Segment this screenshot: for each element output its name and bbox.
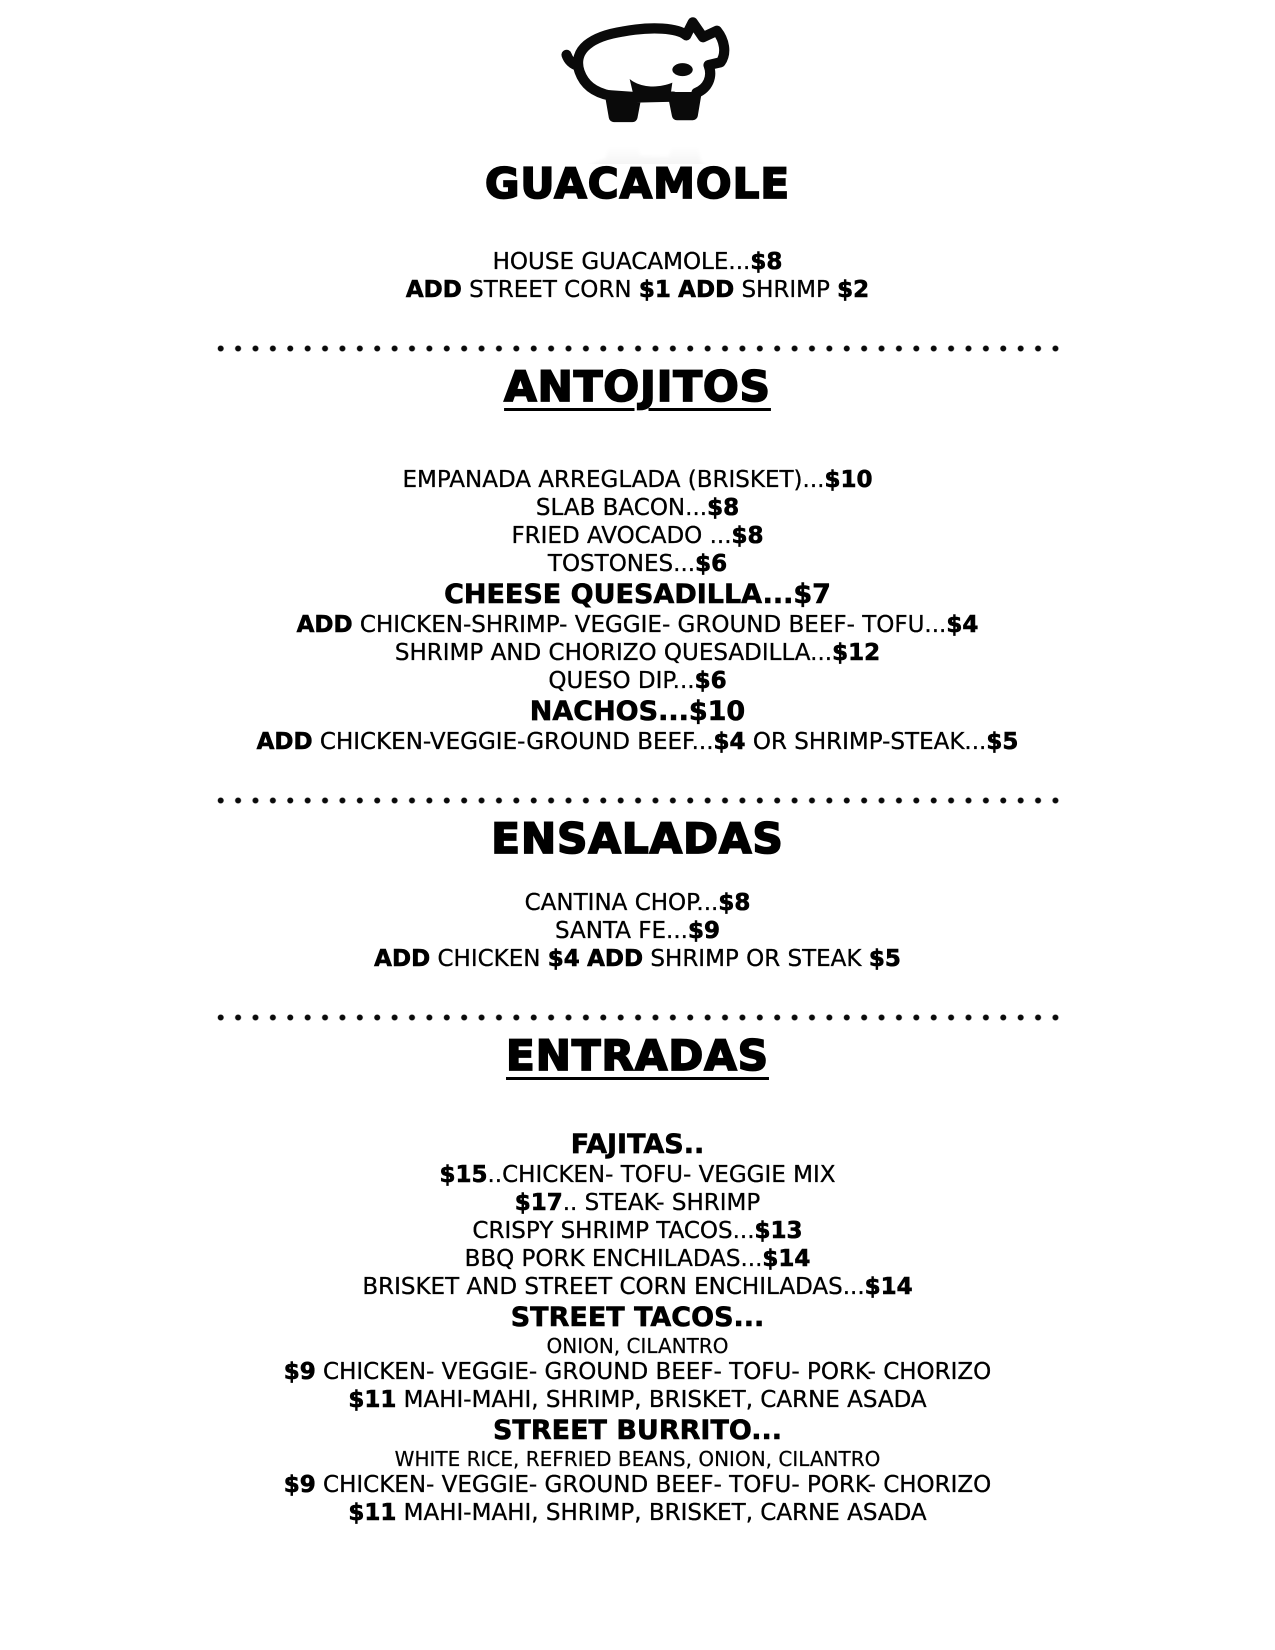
item-text: CHICKEN- VEGGIE- GROUND BEEF- TOFU- PORK- CHORIZO [315,1472,992,1499]
item-emphasis: STREET TACOS... [510,1302,765,1334]
menu-item [0,889,1275,917]
item-emphasis: $5 [868,945,901,972]
section-items-ensaladas [0,889,1275,973]
item-text: SHRIMP AND CHORIZO QUESADILLA... [394,639,833,666]
item-text: .. STEAK- SHRIMP [562,1190,761,1217]
item-text: WHITE RICE, REFRIED BEANS, ONION, CILANTRO [394,1447,881,1472]
item-emphasis: ADD [678,277,735,304]
menu-item [0,695,1275,728]
item-emphasis: $4 [713,728,746,755]
item-emphasis: $2 [837,277,870,304]
item-text: TOSTONES... [547,550,696,577]
item-emphasis: $14 [762,1246,811,1273]
menu-sections [0,160,1275,1527]
pig-logo-icon [538,14,738,130]
menu-item [0,611,1275,639]
item-text: SHRIMP OR STEAK [643,945,869,972]
item-emphasis: $13 [754,1218,803,1245]
item-emphasis: $11 [348,1500,397,1527]
item-text: CHICKEN [430,945,548,972]
item-emphasis: NACHOS...$10 [529,695,746,727]
item-emphasis: $6 [694,667,727,694]
item-emphasis: $9 [283,1359,316,1386]
menu-item [0,550,1275,578]
dotted-divider [212,1013,1064,1022]
menu-item [0,917,1275,945]
menu-item [0,1386,1275,1414]
section-heading-guacamole: GUACAMOLE [484,159,791,208]
item-text: FRIED AVOCADO ... [511,522,732,549]
item-text: ONION, CILANTRO [546,1334,729,1359]
section-items-entradas [0,1128,1275,1527]
menu-item [0,667,1275,695]
item-emphasis: $9 [283,1472,316,1499]
item-emphasis: $8 [750,249,783,276]
section-items-antojitos [0,466,1275,756]
item-emphasis: FAJITAS.. [570,1129,705,1161]
menu-item [0,248,1275,276]
item-text: BRISKET AND STREET CORN ENCHILADAS... [362,1274,865,1301]
item-emphasis: $4 [547,945,580,972]
item-text: CHICKEN-VEGGIE-GROUND BEEF... [312,728,714,755]
item-text: MAHI-MAHI, SHRIMP, BRISKET, CARNE ASADA [396,1387,927,1414]
item-emphasis: $4 [946,611,979,638]
menu-item [0,1301,1275,1334]
item-emphasis: $1 [638,277,671,304]
item-text: CRISPY SHRIMP TACOS... [472,1218,755,1245]
menu-item [0,1334,1275,1358]
item-emphasis: $9 [687,917,720,944]
dotted-divider [212,796,1064,805]
pig-logo-reflection [538,128,738,164]
item-text: OR SHRIMP-STEAK... [745,728,987,755]
menu-item [0,578,1275,611]
menu-item [0,639,1275,667]
item-text: QUESO DIP... [548,667,695,694]
menu-item [0,1358,1275,1386]
menu-item [0,1189,1275,1217]
item-emphasis: $11 [348,1387,397,1414]
section-items-guacamole [0,248,1275,304]
dotted-divider [212,344,1064,353]
item-emphasis: $8 [707,494,740,521]
menu-item [0,1414,1275,1447]
section-heading-ensaladas: ENSALADAS [491,813,784,863]
item-text: SANTA FE... [555,917,688,944]
menu-item [0,1273,1275,1301]
item-text: CANTINA CHOP... [524,889,719,916]
item-text: BBQ PORK ENCHILADAS... [464,1246,763,1273]
item-text: EMPANADA ARREGLADA (BRISKET)... [402,466,825,493]
item-text: STREET CORN [461,277,639,304]
menu-item [0,466,1275,494]
item-emphasis: $12 [832,639,881,666]
menu-item [0,1245,1275,1273]
item-emphasis: $17 [514,1190,563,1217]
item-emphasis: ADD [587,945,644,972]
menu-item [0,728,1275,756]
menu-item [0,1217,1275,1245]
menu-item [0,1161,1275,1189]
item-emphasis: $8 [731,522,764,549]
item-emphasis: $8 [718,889,751,916]
item-emphasis: $5 [986,728,1019,755]
item-text: SLAB BACON... [535,494,708,521]
item-emphasis: $15 [439,1162,488,1189]
menu-item [0,1447,1275,1471]
menu-item [0,1471,1275,1499]
menu-item [0,945,1275,973]
item-text: ..CHICKEN- TOFU- VEGGIE MIX [487,1162,836,1189]
item-text: HOUSE GUACAMOLE... [492,249,751,276]
item-emphasis: $6 [695,550,728,577]
item-emphasis: ADD [374,945,431,972]
item-emphasis: $10 [824,466,873,493]
section-heading-antojitos: ANTOJITOS [504,362,771,412]
menu-item [0,1128,1275,1161]
section-heading-entradas: ENTRADAS [506,1030,769,1080]
item-text: CHICKEN- VEGGIE- GROUND BEEF- TOFU- PORK- CHORIZO [315,1359,992,1386]
menu-item [0,494,1275,522]
item-text: MAHI-MAHI, SHRIMP, BRISKET, CARNE ASADA [396,1500,927,1527]
item-text: CHICKEN-SHRIMP- VEGGIE- GROUND BEEF- TOFU... [352,611,947,638]
menu-item [0,1499,1275,1527]
item-emphasis: ADD [405,277,462,304]
item-text: SHRIMP [734,277,838,304]
logo-block [0,0,1275,164]
menu-item [0,276,1275,304]
item-emphasis: $14 [864,1274,913,1301]
item-emphasis: ADD [256,728,313,755]
item-emphasis: STREET BURRITO... [492,1415,783,1447]
item-emphasis: ADD [296,611,353,638]
item-emphasis: CHEESE QUESADILLA...$7 [444,578,831,610]
menu-item [0,522,1275,550]
